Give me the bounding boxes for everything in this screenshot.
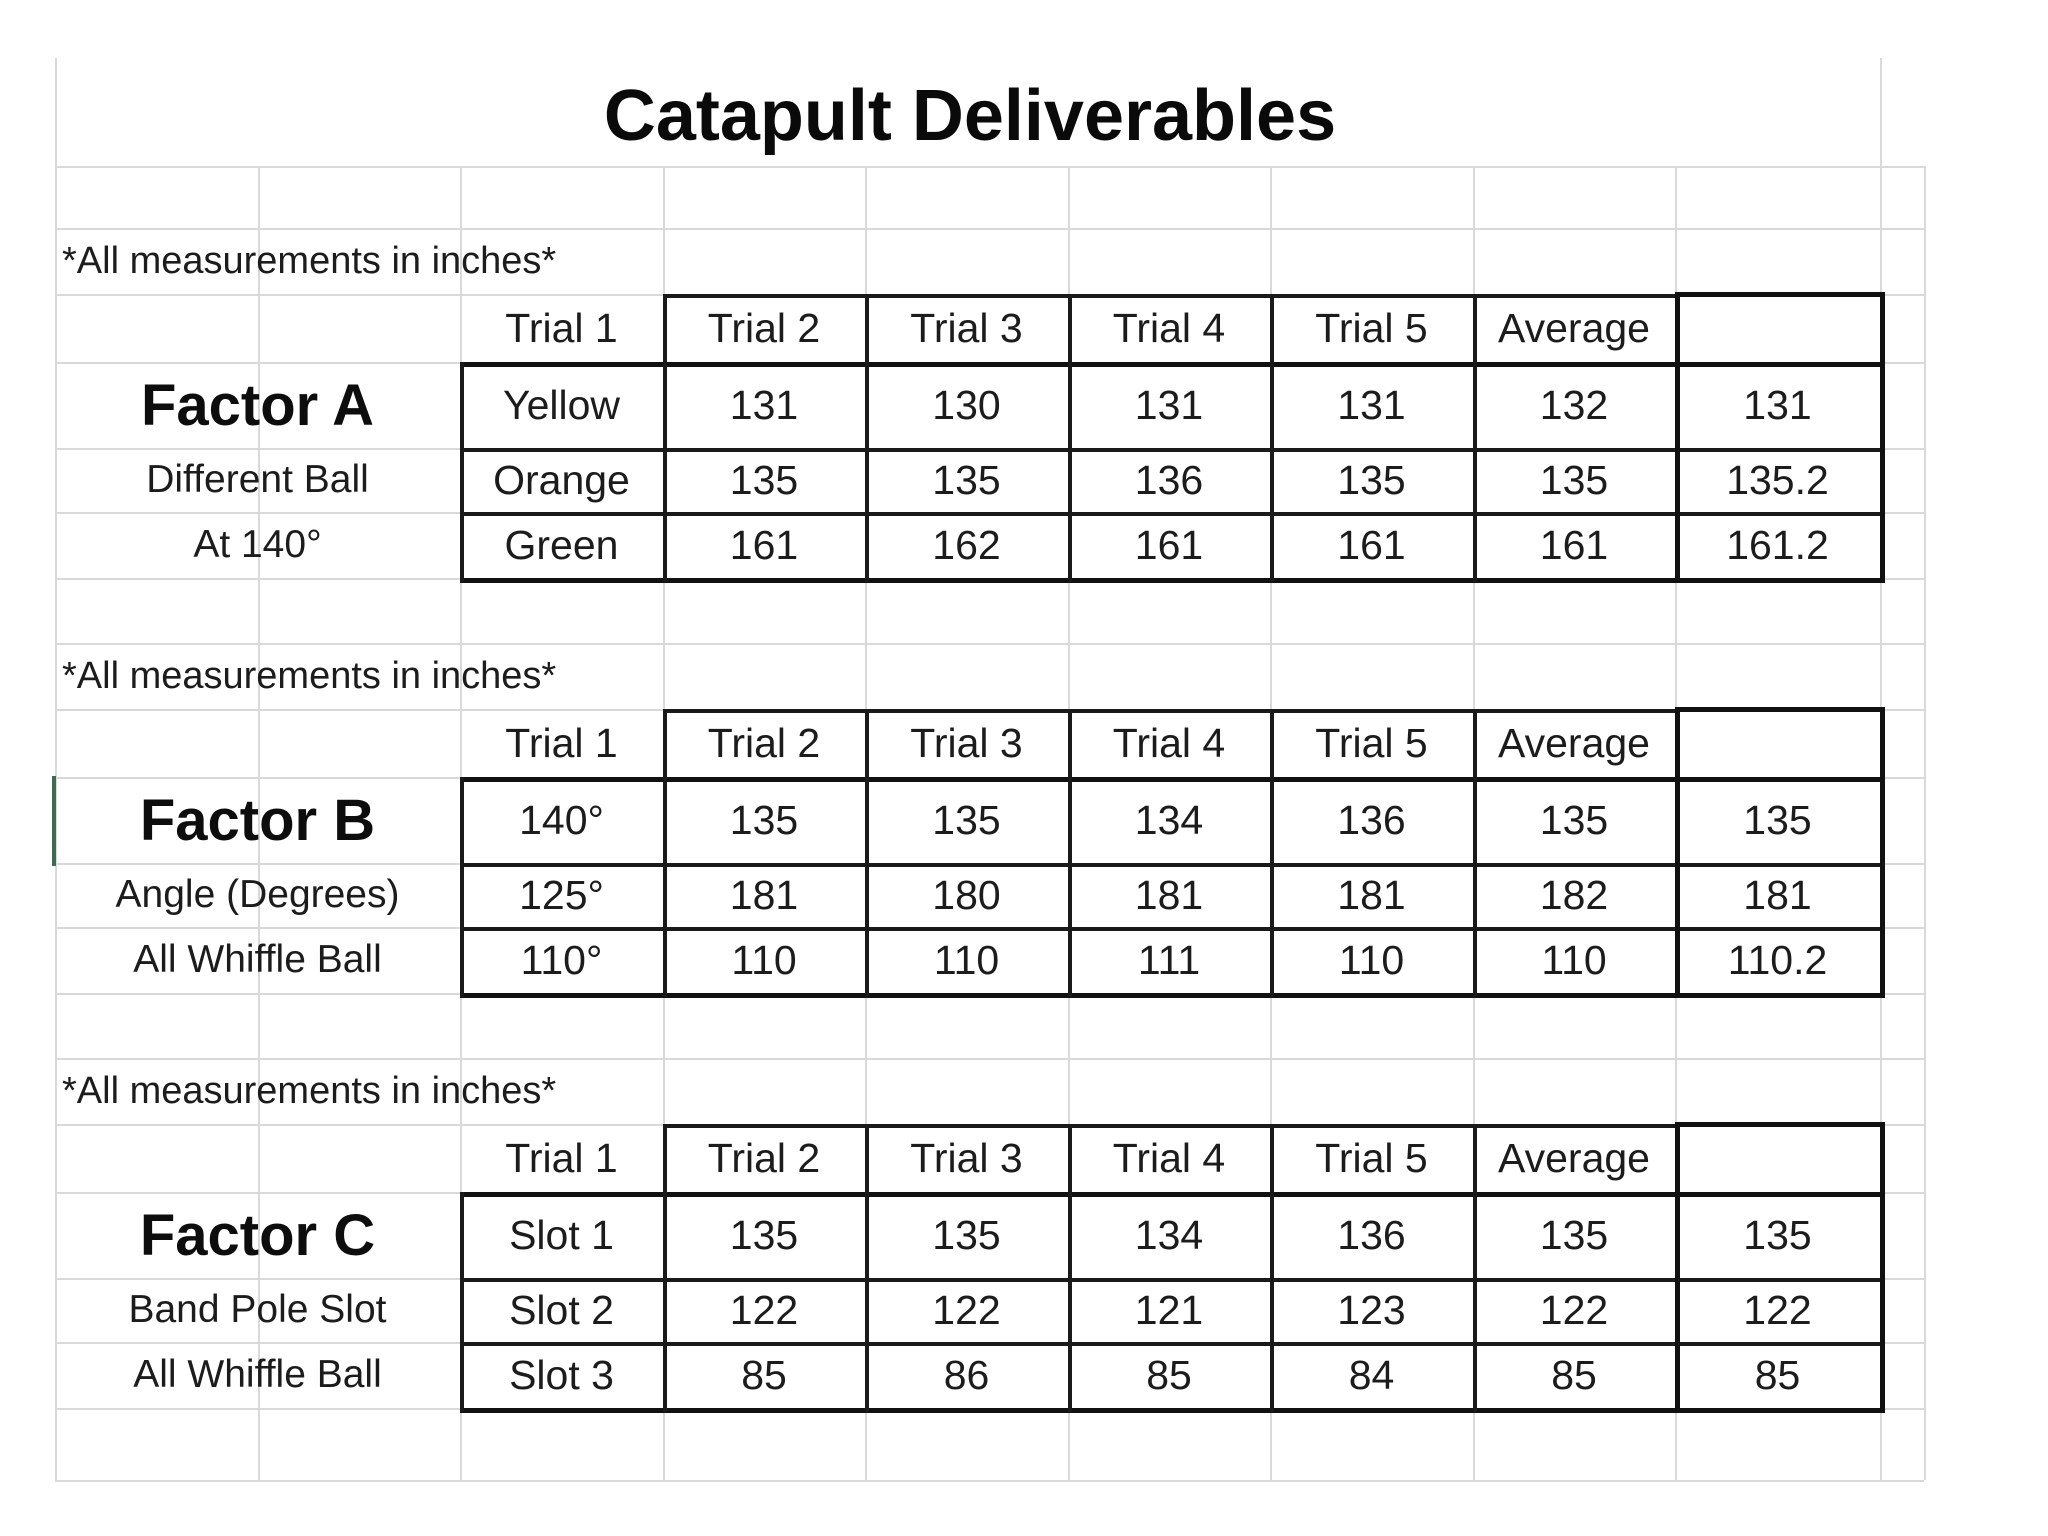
table-border — [1270, 777, 1274, 997]
trial-value: 162 — [932, 521, 1001, 568]
average-box-border — [1675, 1408, 1885, 1413]
average-box-border — [1675, 578, 1885, 583]
trial-header: Trial 5 — [1315, 304, 1428, 351]
row-label: Orange — [493, 456, 630, 503]
table-border — [865, 1192, 869, 1412]
trial-value: 182 — [1539, 871, 1609, 918]
trial-value: 134 — [1134, 796, 1204, 843]
trial-header: Trial 3 — [910, 719, 1023, 766]
measurement-note: *All measurements in inches* — [62, 239, 557, 282]
table-border — [663, 1124, 667, 1192]
trial-value: 85 — [741, 1351, 787, 1398]
factor-title: Factor A — [140, 372, 375, 438]
row-selection-marker — [52, 776, 56, 866]
table-border — [1068, 1192, 1072, 1412]
trial-value: 135 — [1539, 1211, 1609, 1258]
table-border — [1270, 709, 1274, 777]
row-label: Slot 3 — [509, 1351, 614, 1398]
trial-header: Trial 1 — [505, 304, 618, 351]
trial-value: 121 — [1134, 1286, 1204, 1333]
trial-value: 84 — [1348, 1351, 1395, 1398]
average-box-border — [1675, 1278, 1884, 1282]
table-border — [865, 362, 869, 582]
trial-value: 110 — [1338, 936, 1405, 983]
average-value: 85 — [1754, 1351, 1801, 1398]
table-border — [663, 709, 1679, 713]
trial-value: 136 — [1134, 456, 1204, 503]
average-value: 110.2 — [1727, 936, 1828, 983]
trial-header: Trial 2 — [707, 719, 821, 766]
trial-value: 86 — [943, 1351, 990, 1398]
average-box-border — [1675, 362, 1885, 367]
trial-value: 122 — [932, 1286, 1001, 1333]
trial-value: 161 — [1337, 521, 1406, 568]
table-border — [663, 709, 667, 777]
trial-value: 161 — [1539, 521, 1609, 568]
average-box-border — [1675, 292, 1885, 297]
table-border — [1473, 1192, 1477, 1412]
table-border — [1270, 1124, 1274, 1192]
factor-subtitle: Band Pole Slot — [128, 1288, 387, 1331]
table-border — [1473, 1124, 1477, 1192]
factor-subtitle: All Whiffle Ball — [133, 1353, 382, 1396]
measurement-note: *All measurements in inches* — [62, 654, 557, 697]
trial-value: 161 — [729, 521, 799, 568]
average-value: 135 — [1743, 796, 1812, 843]
table-border — [460, 1192, 464, 1412]
row-label: 140° — [519, 796, 604, 843]
factor-subtitle: Different Ball — [146, 458, 369, 501]
average-value: 161.2 — [1726, 521, 1829, 568]
average-box-border — [1675, 993, 1885, 998]
average-value: 135 — [1743, 1211, 1812, 1258]
row-label: Green — [504, 521, 619, 568]
trial-value: 135 — [729, 1211, 799, 1258]
table-border — [663, 1124, 1679, 1128]
table-border — [663, 777, 667, 997]
average-box-border — [1880, 292, 1885, 583]
average-box-border — [1675, 863, 1884, 867]
average-header: Average — [1498, 1134, 1650, 1181]
factor-subtitle: Angle (Degrees) — [115, 873, 400, 916]
table-border — [1270, 1192, 1274, 1412]
trial-header: Trial 4 — [1112, 1134, 1226, 1181]
average-box-border — [1675, 707, 1680, 998]
trial-header: Trial 4 — [1112, 304, 1226, 351]
table-border — [1473, 777, 1477, 997]
average-box-border — [1675, 448, 1884, 452]
factor-subtitle: All Whiffle Ball — [133, 938, 382, 981]
trial-header: Trial 3 — [910, 304, 1023, 351]
average-value: 181 — [1743, 871, 1812, 918]
factor-subtitle: At 140° — [193, 523, 322, 566]
trial-value: 181 — [729, 871, 799, 918]
table-border — [865, 294, 869, 362]
table-border — [1068, 709, 1072, 777]
average-value: 131 — [1743, 381, 1812, 428]
gridline-vertical — [55, 58, 57, 166]
trial-header: Trial 3 — [910, 1134, 1023, 1181]
table-border — [1473, 709, 1477, 777]
table-border — [1270, 362, 1274, 582]
trial-value: 123 — [1337, 1286, 1406, 1333]
trial-value: 110 — [1541, 936, 1607, 983]
trial-value: 85 — [1146, 1351, 1192, 1398]
table-border — [1068, 777, 1072, 997]
trial-value: 135 — [1337, 456, 1406, 503]
trial-value: 85 — [1551, 1351, 1597, 1398]
row-label: Yellow — [502, 381, 620, 428]
table-border — [1473, 294, 1477, 362]
trial-header: Trial 5 — [1315, 719, 1428, 766]
trial-value: 131 — [729, 381, 799, 428]
trial-value: 122 — [1539, 1286, 1609, 1333]
trial-value: 130 — [932, 381, 1001, 428]
trial-value: 181 — [1337, 871, 1406, 918]
trial-header: Trial 1 — [505, 719, 618, 766]
average-box-border — [1675, 1122, 1885, 1127]
average-box-border — [1675, 1342, 1884, 1346]
trial-value: 135 — [729, 456, 799, 503]
table-border — [1270, 294, 1274, 362]
row-label: 110° — [520, 936, 603, 983]
trial-value: 135 — [729, 796, 799, 843]
gridline-horizontal — [55, 1480, 1924, 1482]
average-box-border — [1880, 1122, 1885, 1413]
table-border — [663, 1192, 667, 1412]
average-box-border — [1675, 777, 1885, 782]
table-border — [663, 362, 667, 582]
page-title: Catapult Deliverables — [603, 76, 1337, 156]
table-border — [1068, 294, 1072, 362]
average-box-border — [1675, 1122, 1680, 1413]
trial-value: 131 — [1337, 381, 1406, 428]
average-box-border — [1880, 707, 1885, 998]
average-box-border — [1675, 292, 1680, 583]
trial-value: 135 — [1539, 456, 1609, 503]
trial-value: 110 — [933, 936, 1000, 983]
trial-value: 111 — [1137, 936, 1201, 983]
trial-header: Trial 2 — [707, 1134, 821, 1181]
table-border — [1068, 362, 1072, 582]
average-box-border — [1675, 927, 1884, 931]
trial-value: 135 — [932, 456, 1001, 503]
trial-value: 110 — [731, 936, 797, 983]
trial-value: 122 — [729, 1286, 799, 1333]
average-box-border — [1675, 707, 1885, 712]
table-border — [865, 1124, 869, 1192]
row-label: Slot 2 — [509, 1286, 614, 1333]
average-header: Average — [1498, 304, 1650, 351]
trial-value: 181 — [1134, 871, 1204, 918]
table-border — [663, 294, 1679, 298]
average-box-border — [1675, 1192, 1885, 1197]
trial-value: 161 — [1134, 521, 1204, 568]
table-border — [460, 362, 464, 582]
trial-value: 136 — [1337, 1211, 1406, 1258]
row-label: Slot 1 — [509, 1211, 614, 1258]
trial-value: 135 — [1539, 796, 1609, 843]
gridline-vertical — [1924, 166, 1926, 1480]
row-label: 125° — [519, 871, 604, 918]
table-border — [663, 294, 667, 362]
table-border — [865, 777, 869, 997]
factor-title: Factor C — [139, 1202, 376, 1268]
trial-value: 132 — [1539, 381, 1609, 428]
table-border — [460, 777, 464, 997]
average-box-border — [1675, 512, 1884, 516]
trial-value: 134 — [1134, 1211, 1204, 1258]
trial-header: Trial 5 — [1315, 1134, 1428, 1181]
table-border — [1068, 1124, 1072, 1192]
table-border — [1473, 362, 1477, 582]
trial-header: Trial 2 — [707, 304, 821, 351]
trial-value: 136 — [1337, 796, 1406, 843]
trial-value: 131 — [1134, 381, 1204, 428]
average-value: 135.2 — [1726, 456, 1829, 503]
measurement-note: *All measurements in inches* — [62, 1069, 557, 1112]
average-value: 122 — [1743, 1286, 1812, 1333]
table-border — [865, 709, 869, 777]
trial-header: Trial 1 — [505, 1134, 618, 1181]
trial-header: Trial 4 — [1112, 719, 1226, 766]
trial-value: 135 — [932, 796, 1001, 843]
trial-value: 180 — [932, 871, 1001, 918]
average-header: Average — [1498, 719, 1650, 766]
factor-title: Factor B — [139, 787, 376, 853]
trial-value: 135 — [932, 1211, 1001, 1258]
